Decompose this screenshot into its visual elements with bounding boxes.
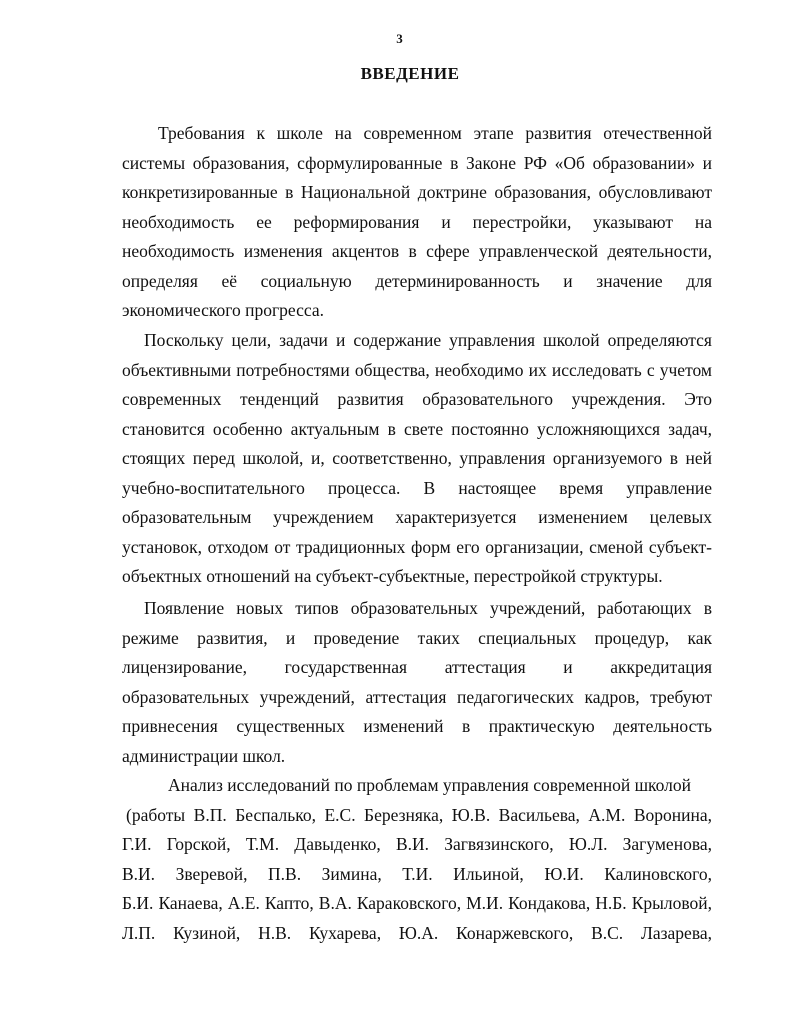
- paragraph-4: [122, 771, 712, 948]
- text-line: экономического прогресса.: [122, 300, 324, 320]
- text-line: режиме развития, и проведение таких специальных процедур, как: [122, 627, 712, 648]
- text-line: образовательным учреждением характеризуется изменением целевых: [122, 507, 712, 527]
- text-line: необходимость изменения акцентов в сфере управленческой деятельности,: [122, 241, 712, 261]
- section-heading: ВВЕДЕНИЕ: [360, 64, 460, 83]
- paragraph-3: [122, 594, 712, 771]
- text-line: объектных отношений на субъект-субъектные, перестройкой структуры.: [122, 566, 663, 586]
- text-line: становится особенно актуальным в свете постоянно усложняющихся задач,: [122, 418, 712, 439]
- text-line: администрации школ.: [122, 745, 286, 766]
- text-line: Поскольку цели, задачи и содержание управления школой определяются: [144, 330, 712, 350]
- text-line: конкретизированные в Национальной доктрине образования, обусловливают: [122, 182, 712, 202]
- text-line: лицензирование, государственная аттестация и аккредитация: [122, 657, 712, 677]
- text-line: Анализ исследований по проблемам управления современной школой: [168, 775, 692, 795]
- text-line: учебно-воспитательного процесса. В настоящее время управление: [122, 477, 712, 498]
- page-number: 3: [396, 31, 403, 46]
- text-line: Б.И. Канаева, А.Е. Капто, В.А. Караковского, М.И. Кондакова, Н.Б. Крыловой,: [122, 893, 712, 913]
- text-line: современных тенденций развития образовательного учреждения. Это: [122, 389, 712, 409]
- text-line: необходимость ее реформирования и перестройки, указывают на: [122, 211, 712, 232]
- text-line: Г.И. Горской, Т.М. Давыденко, В.И. Загвязинского, Ю.Л. Загуменова,: [122, 834, 712, 854]
- text-line: системы образования, сформулированные в Законе РФ «Об образовании» и: [122, 152, 712, 173]
- text-line: Требования к школе на современном этапе развития отечественной: [158, 123, 712, 143]
- text-line: установок, отходом от традиционных форм его организации, сменой субъект-: [122, 536, 712, 557]
- text-line: (работы В.П. Беспалько, Е.С. Березняка, Ю.В. Васильева, А.М. Воронина,: [126, 804, 712, 825]
- paragraph-2: [122, 326, 712, 592]
- text-line: В.И. Зверевой, П.В. Зимина, Т.И. Ильиной, Ю.И. Калиновского,: [122, 863, 712, 884]
- text-line: определяя её социальную детерминированность и значение для: [122, 270, 712, 291]
- text-line: стоящих перед школой, и, соответственно, управления организуемого в ней: [122, 448, 712, 468]
- text-line: Появление новых типов образовательных учреждений, работающих в: [144, 598, 712, 618]
- text-line: объективными потребностями общества, необходимо их исследовать с учетом: [122, 359, 712, 380]
- text-line: Л.П. Кузиной, Н.В. Кухарева, Ю.А. Конаржевского, В.С. Лазарева,: [122, 922, 712, 943]
- text-line: образовательных учреждений, аттестация педагогических кадров, требуют: [122, 686, 712, 707]
- text-line: привнесения существенных изменений в практическую деятельность: [122, 716, 712, 736]
- paragraph-1: [122, 119, 712, 326]
